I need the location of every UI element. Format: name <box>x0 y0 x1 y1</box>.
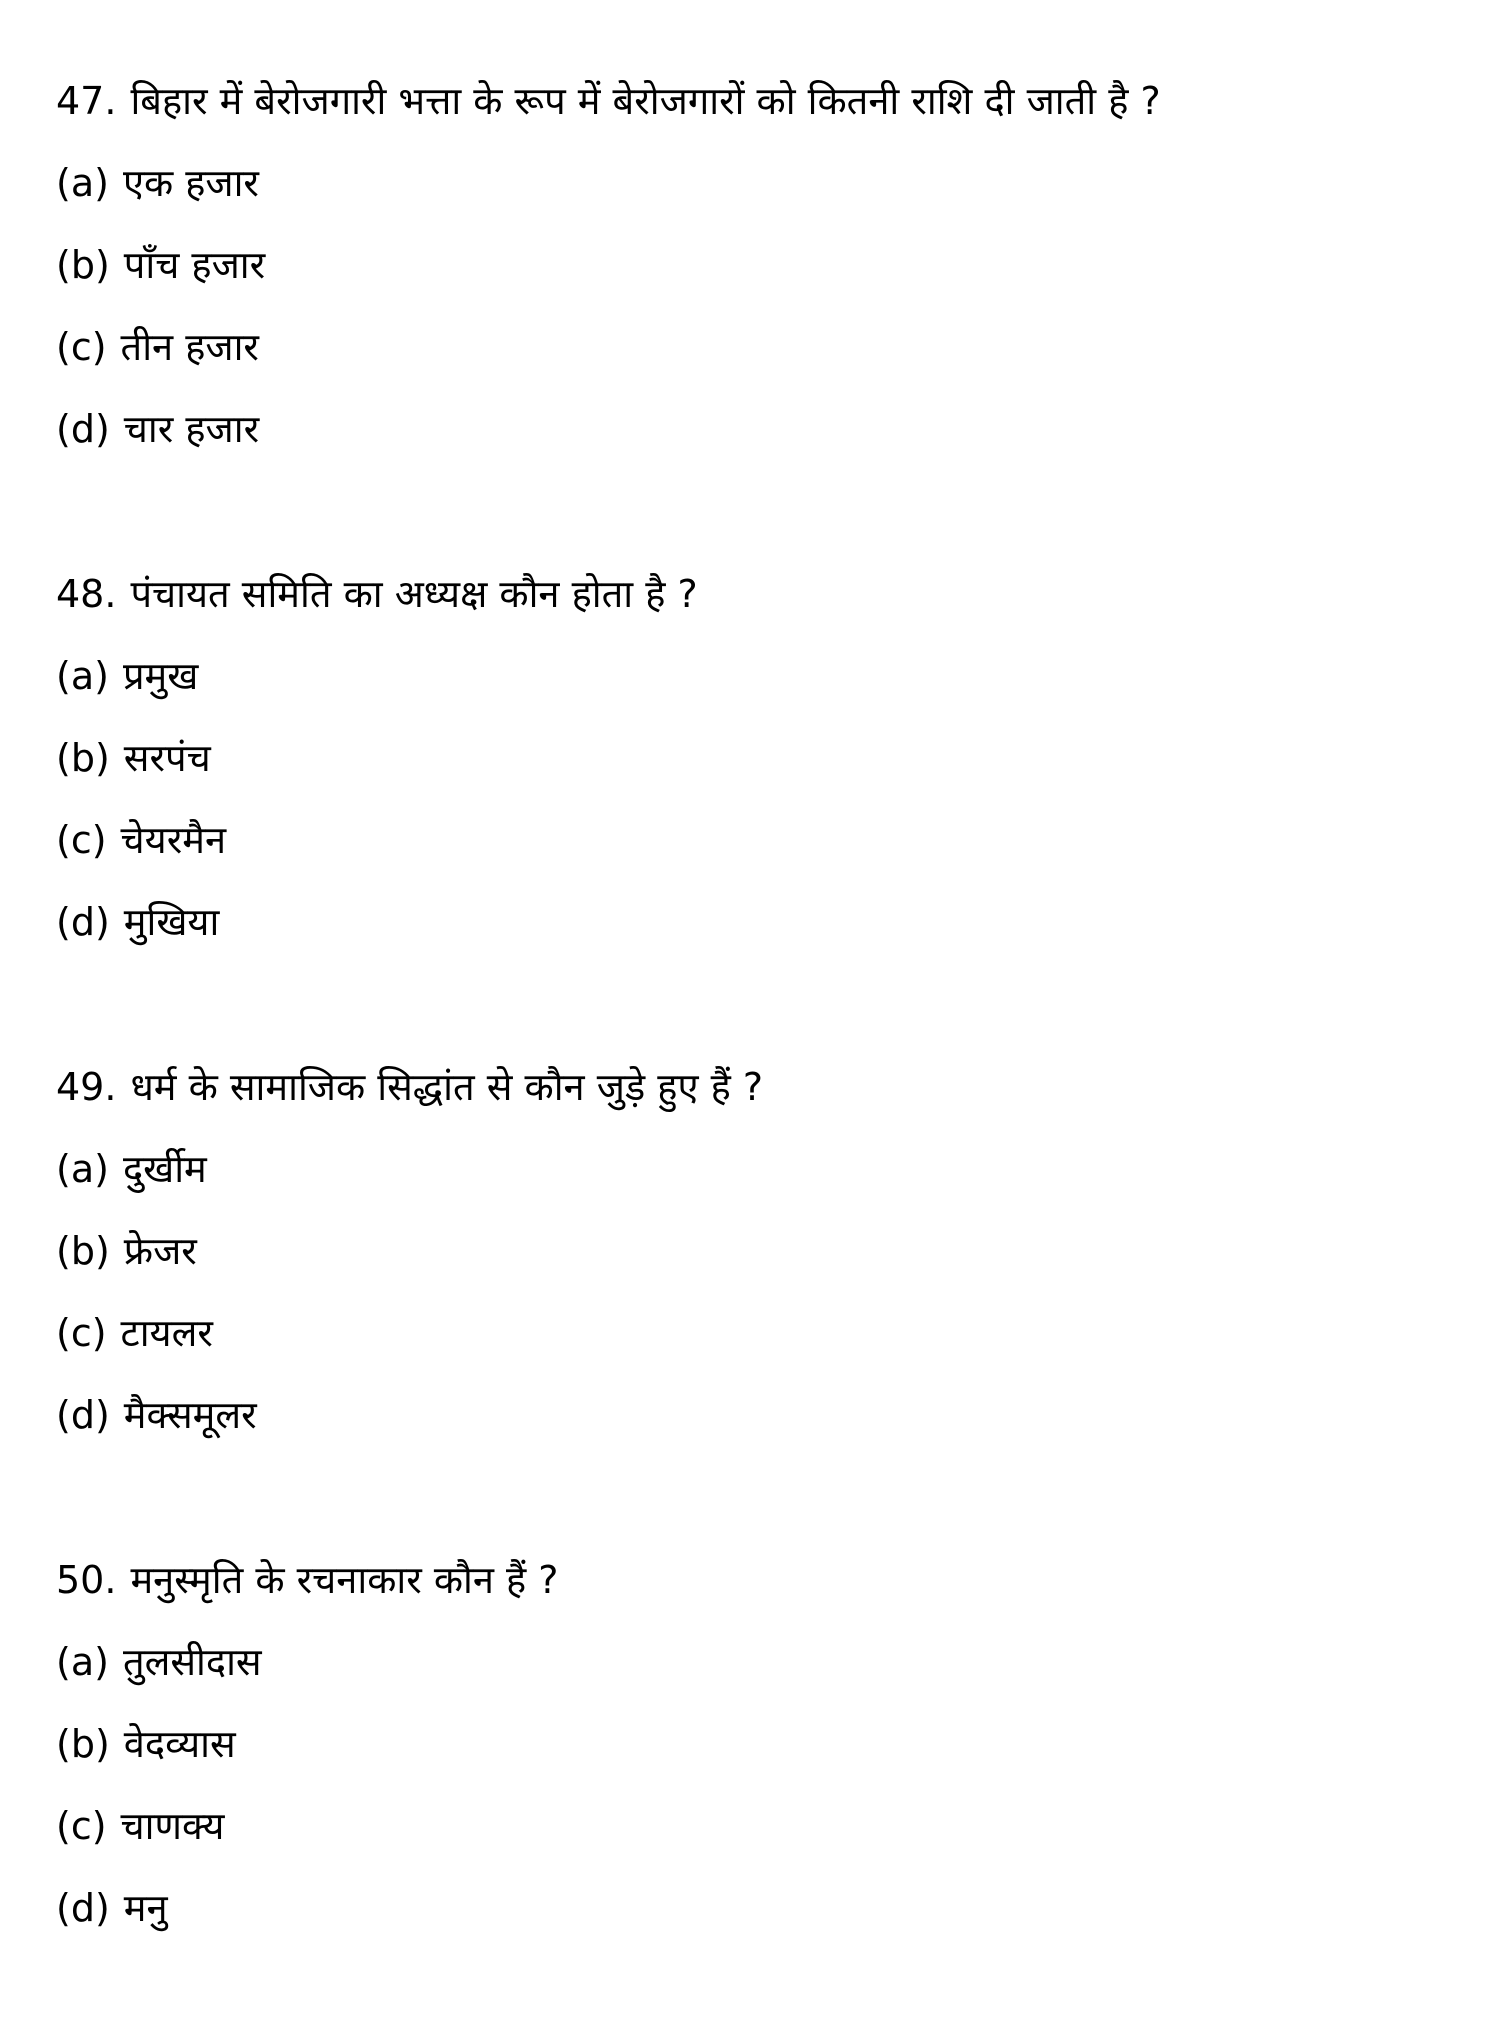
option-label: (b) <box>56 736 110 780</box>
question-number: 49. <box>56 1065 117 1109</box>
option-text: तुलसीदास <box>122 1640 262 1684</box>
option-item <box>56 1227 197 1275</box>
option-item <box>56 1720 236 1768</box>
option-label: (a) <box>56 1147 109 1191</box>
option-item <box>56 816 226 864</box>
option-label: (d) <box>56 900 110 944</box>
question-text: धर्म के सामाजिक सिद्धांत से कौन जुड़े हुए हैं ? <box>130 1065 764 1109</box>
option-item <box>56 1638 262 1686</box>
option-text: फ्रेजर <box>123 1229 197 1273</box>
option-text: वेदव्यास <box>123 1722 236 1766</box>
option-item <box>56 159 259 207</box>
option-text: मुखिया <box>123 900 220 944</box>
option-item <box>56 898 219 946</box>
option-text: मनु <box>123 1886 168 1930</box>
option-label: (d) <box>56 1886 110 1930</box>
option-label: (b) <box>56 1722 110 1766</box>
option-text: टायलर <box>120 1311 213 1355</box>
option-item <box>56 1145 207 1193</box>
option-label: (b) <box>56 1229 110 1273</box>
option-text: तीन हजार <box>120 325 259 369</box>
option-item <box>56 241 265 289</box>
option-text: दुर्खीम <box>122 1147 207 1191</box>
question-0 <box>56 77 1161 125</box>
option-text: प्रमुख <box>122 654 199 698</box>
question-text: पंचायत समिति का अध्यक्ष कौन होता है ? <box>130 572 698 616</box>
option-item <box>56 1309 213 1357</box>
option-text: चाणक्य <box>120 1804 225 1848</box>
option-label: (a) <box>56 1640 109 1684</box>
option-item <box>56 734 211 782</box>
question-1 <box>56 570 698 618</box>
option-item <box>56 1391 257 1439</box>
question-number: 47. <box>56 79 117 123</box>
option-label: (c) <box>56 325 107 369</box>
question-3 <box>56 1556 558 1604</box>
option-text: चार हजार <box>123 407 260 451</box>
question-text: बिहार में बेरोजगारी भत्ता के रूप में बेरोजगारों को कितनी राशि दी जाती है ? <box>130 79 1161 123</box>
option-text: मैक्समूलर <box>123 1393 257 1437</box>
option-label: (a) <box>56 161 109 205</box>
question-number: 50. <box>56 1558 117 1602</box>
option-label: (b) <box>56 243 110 287</box>
option-text: पाँच हजार <box>123 243 266 287</box>
option-item <box>56 323 259 371</box>
option-label: (d) <box>56 407 110 451</box>
option-label: (a) <box>56 654 109 698</box>
option-item <box>56 1884 168 1932</box>
option-text: सरपंच <box>123 736 211 780</box>
option-label: (d) <box>56 1393 110 1437</box>
option-text: एक हजार <box>122 161 259 205</box>
option-item <box>56 652 198 700</box>
question-text: मनुस्मृति के रचनाकार कौन हैं ? <box>130 1558 559 1602</box>
option-label: (c) <box>56 1804 107 1848</box>
question-2 <box>56 1063 763 1111</box>
option-text: चेयरमैन <box>120 818 227 862</box>
option-label: (c) <box>56 818 107 862</box>
question-number: 48. <box>56 572 117 616</box>
option-item <box>56 405 259 453</box>
option-label: (c) <box>56 1311 107 1355</box>
option-item <box>56 1802 224 1850</box>
